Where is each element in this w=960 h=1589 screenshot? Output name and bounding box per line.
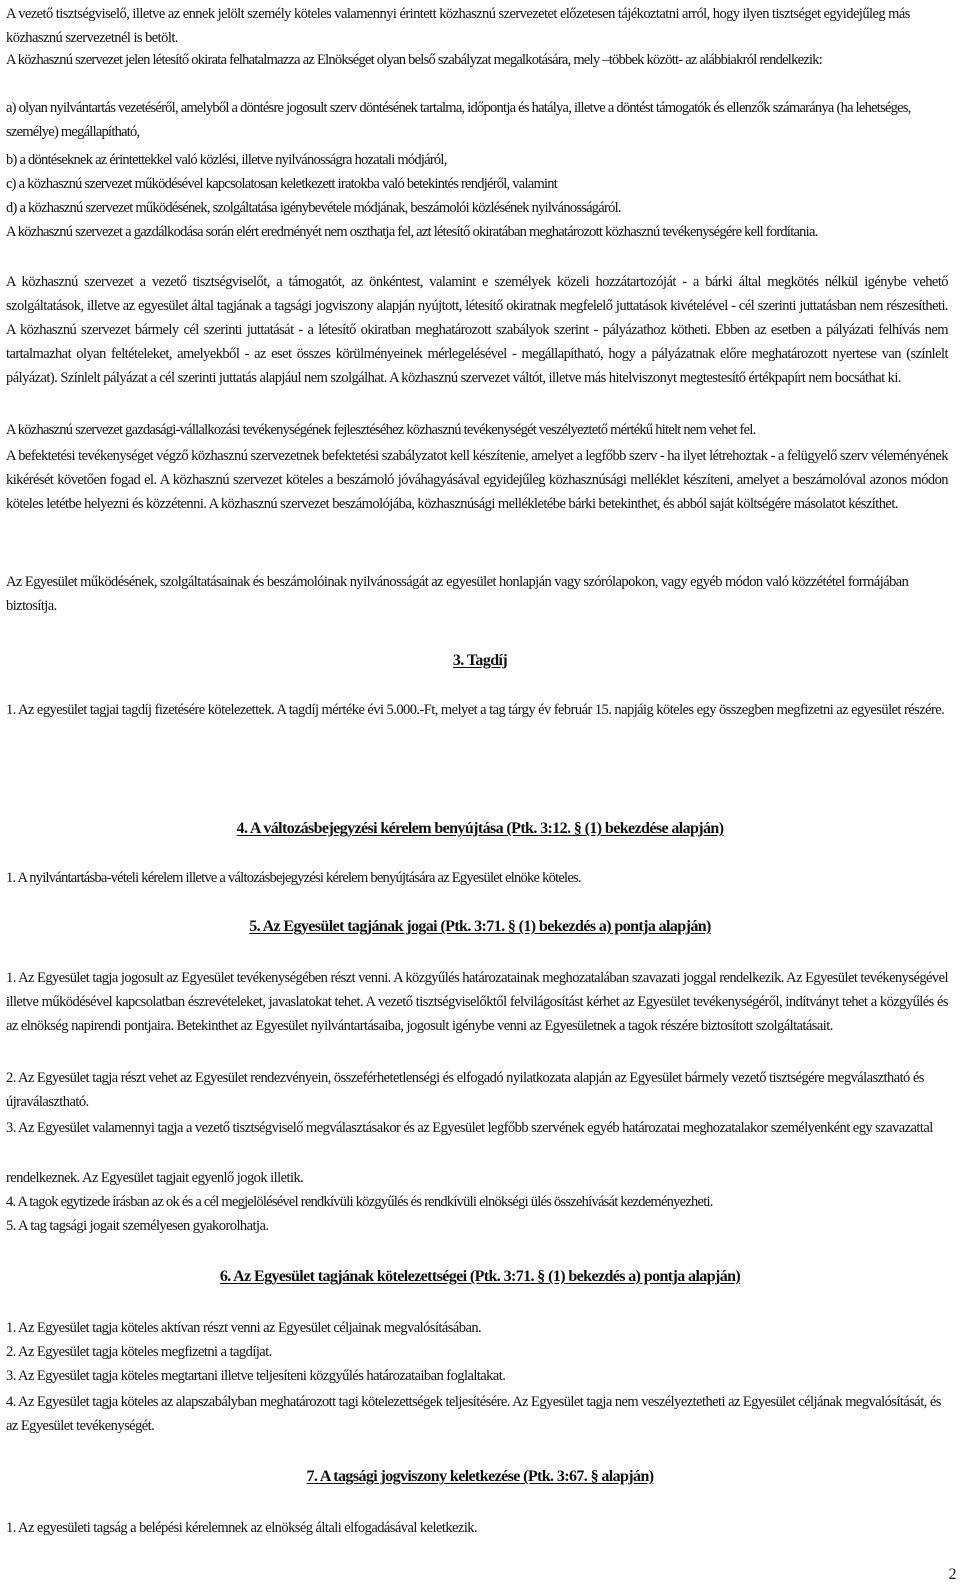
paragraph-internal-rules: A közhasznú szervezet jelen létesítő okirata felhatalmazza az Elnökséget olyan belső szabályzat megalkotására, mely –többek között- az alábbiakról rendelkezik: [6, 52, 822, 68]
section-7-title: 7. A tagsági jogviszony keletkezése (Ptk. 3:67. § alapján) [306, 1468, 654, 1485]
section-6-title: 6. Az Egyesület tagjának kötelezettségei (Ptk. 3:71. § (1) bekezdés a) pontja alapján) [219, 1268, 741, 1285]
page-number: 2 [948, 1566, 956, 1583]
section-6-item-3: 3. Az Egyesület tagja köteles megtartani illetve teljesíteni közgyűlés határozataiban foglaltakat. [6, 1368, 506, 1384]
rule-item-d: d) a közhasznú szervezet működésének, szolgáltatása igénybevétele módjának, beszámolói közlésének nyilvánosságáról. [6, 200, 621, 216]
section-3-title: 3. Tagdíj [452, 652, 508, 669]
section-4-item-1: 1. A nyilvántartásba-vételi kérelem illetve a változásbejegyzési kérelem benyújtására az Egyesület elnöke köteles. [6, 870, 581, 886]
section-5-item-3: 3. Az Egyesület valamennyi tagja a vezető tisztségviselő megválasztásakor és az Egyesület legfőbb szervének egyéb határozatai meghozatalakor személyenként egy szavazattal [6, 1120, 933, 1136]
section-3-item-1: 1. Az egyesület tagjai tagdíj fizetésére kötelezettek. A tagdíj mértéke évi 5.000.-Ft, melyet a tag tárgy év február 15. napjáig köteles egy összegben megfizetni az egyesület részére. [6, 702, 945, 718]
paragraph-investment: A befektetési tevékenységet végző közhasznú szervezetnek befektetési szabályzatot kell készítenie, amelyet a legfőbb szerv - ha ilyet létrehoztak - a felügyelő szerv véleményének kikérését követően fogad el. A közhasznú szervezet köteles a beszámoló jóváhagyásával egyidejűleg közhasznúsági melléklet készíteni, amelyet a beszámolóval azonos módon köteles letétbe helyezni és közzétenni. A közhasznú szervezet beszámolójába, közhasznúsági mellékletébe bárki betekinthet, és abból saját költségére másolatot készíthet. [6, 448, 948, 512]
rule-item-a: a) olyan nyilvántartás vezetéséről, amelyből a döntésre jogosult szerv döntésének tartalma, időpontja és hatálya, illetve a döntést támogatók és ellenzők számaránya (ha lehetséges, személye) megállapítható, [6, 100, 911, 140]
paragraph-publicity: Az Egyesület működésének, szolgáltatásainak és beszámolóinak nyilvánosságát az egyesület honlapján vagy szórólapokon, vagy egyéb módon való közzététel formájában biztosítja. [6, 574, 909, 614]
section-5-item-1: 1. Az Egyesület tagja jogosult az Egyesület tevékenységében részt venni. A közgyűlés határozatainak meghozatalában szavazati joggal rendelkezik. Az Egyesület tevékenységével illetve működésével kapcsolatban észrevételeket, javaslatokat tehet. A vezető tisztségviselőktől felvilágosítást kérhet az Egyesület tevékenységéről, indítványt tehet a közgyűlés és az elnökség napirendi pontjaira. Betekinthet az Egyesület nyilvántartásaiba, jogosult igénybe venni az Egyesületnek a tagok részére biztosított szolgáltatásait. [6, 970, 948, 1034]
section-4-title: 4. A változásbejegyzési kérelem benyújtása (Ptk. 3:12. § (1) bekezdése alapján) [236, 820, 724, 837]
section-6-item-2: 2. Az Egyesület tagja köteles megfizetni a tagdíjat. [6, 1344, 272, 1360]
rule-item-b: b) a döntéseknek az érintettekkel való közlési, illetve nyilvánosságra hozatali módjáról, [6, 152, 447, 168]
paragraph-benefits: A közhasznú szervezet a vezető tisztségviselőt, a támogatót, az önkéntest, valamint e személyek közeli hozzátartozóját - a bárki által megkötés nélkül igénybe vehető szolgáltatások, illetve az egyesület által tagjának a tagsági jogviszony alapján nyújtott, létesítő okiratnak megfelelő juttatások kivételével - cél szerinti juttatásban nem részesítheti. A közhasznú szervezet bármely cél szerinti juttatását - a létesítő okiratban meghatározott szabályok szerint - pályázathoz kötheti. Ebben az esetben a pályázati felhívás nem tartalmazhat olyan feltételeket, amelyekből - az eset összes körülményeinek mérlegelésével - megállapítható, hogy a pályázatnak előre meghatározott nyertese van (színlelt pályázat). Színlelt pályázat a cél szerinti juttatás alapjául nem szolgálhat. A közhasznú szervezet váltót, illetve más hitelviszonyt megtestesítő értékpapírt nem bocsáthat ki. [6, 274, 948, 386]
section-5-item-2: 2. Az Egyesület tagja részt vehet az Egyesület rendezvényein, összeférhetetlenségi és elfogadó nyilatkozata alapján az Egyesület bármely vezető tisztségére megválasztható és újraválasztható. [6, 1070, 924, 1110]
section-5-title: 5. Az Egyesület tagjának jogai (Ptk. 3:71. § (1) bekezdés a) pontja alapján) [249, 918, 711, 935]
section-6-item-4: 4. Az Egyesület tagja köteles az alapszabályban meghatározott tagi kötelezettségek teljesítésére. Az Egyesület tagja nem veszélyeztetheti az Egyesület céljának megvalósítását, és az Egyesület tevékenységét. [6, 1394, 941, 1434]
section-7-item-1: 1. Az egyesületi tagság a belépési kérelemnek az elnökség általi elfogadásával keletkezik. [6, 1520, 478, 1536]
paragraph-intro: A vezető tisztségviselő, illetve az ennek jelölt személy köteles valamennyi érintett közhasznú szervezetet előzetesen tájékoztatni arról, hogy ilyen tisztséget egyidejűleg más közhasznú szervezetnél is betölt. [6, 6, 910, 46]
section-5-item-4: 4. A tagok egytizede írásban az ok és a cél megjelölésével rendkívüli közgyűlés és rendkívüli elnökségi ülés összehívását kezdeményezheti. [6, 1194, 713, 1210]
rule-item-c: c) a közhasznú szervezet működésével kapcsolatosan keletkezett iratokba való betekintés rendjéről, valamint [6, 176, 558, 192]
section-6-item-1: 1. Az Egyesület tagja köteles aktívan részt venni az Egyesület céljainak megvalósításában. [6, 1320, 482, 1336]
paragraph-profit: A közhasznú szervezet a gazdálkodása során elért eredményét nem oszthatja fel, azt létesítő okiratában meghatározott közhasznú tevékenységére kell fordítania. [6, 224, 818, 240]
paragraph-credit: A közhasznú szervezet gazdasági-vállalkozási tevékenységének fejlesztéséhez közhasznú tevékenységét veszélyeztető mértékű hitelt nem vehet fel. [6, 422, 756, 438]
section-5-item-3-cont: rendelkeznek. Az Egyesület tagjait egyenlő jogok illetik. [6, 1170, 304, 1186]
section-5-item-5: 5. A tag tagsági jogait személyesen gyakorolhatja. [6, 1218, 269, 1234]
